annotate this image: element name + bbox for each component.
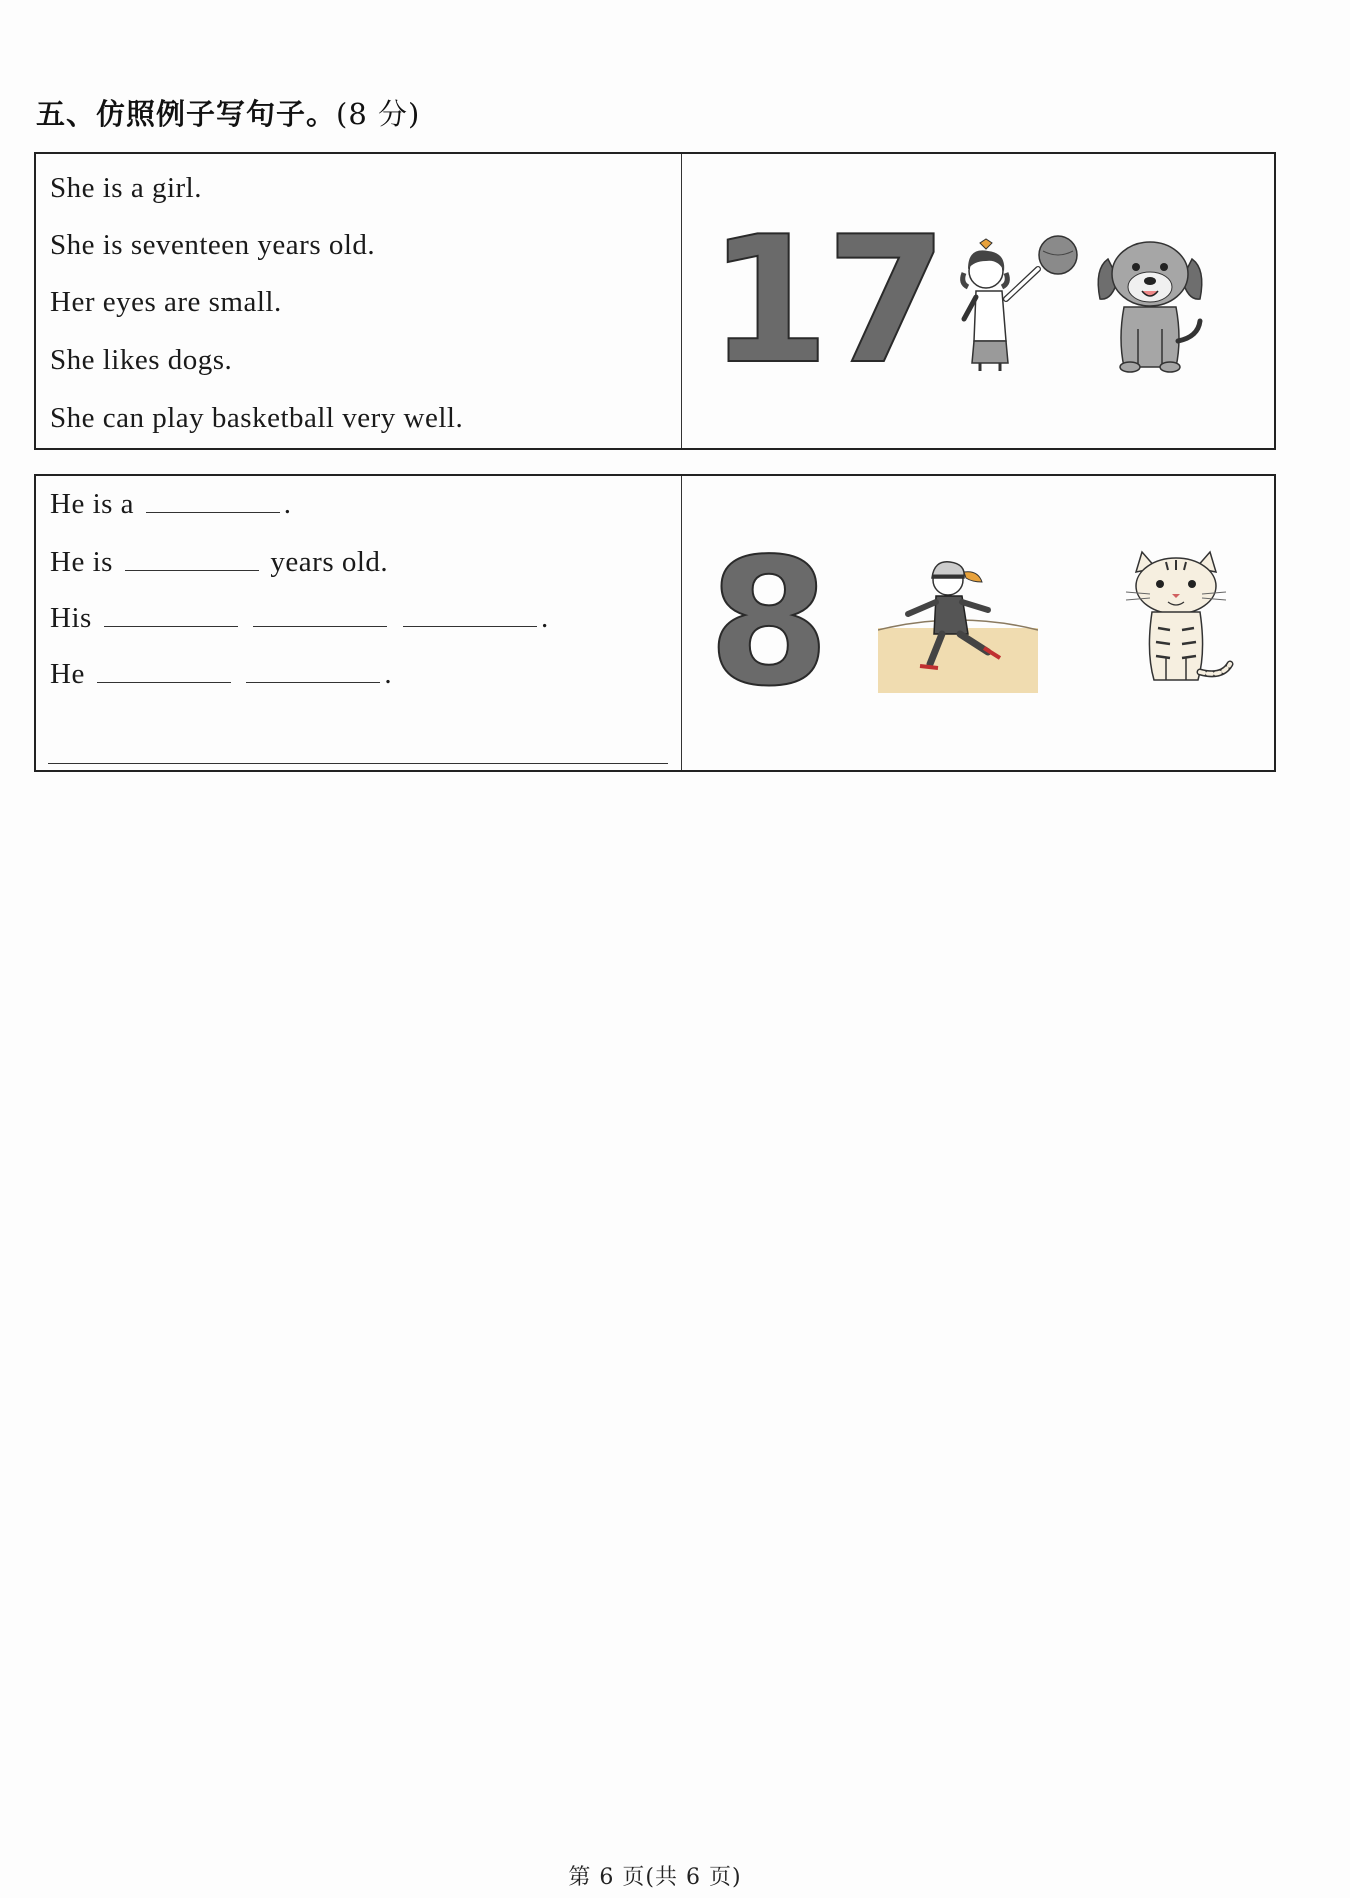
example-line-1: She is a girl.: [50, 172, 202, 204]
example-line-3: Her eyes are small.: [50, 286, 282, 318]
example-line-4: She likes dogs.: [50, 344, 233, 376]
exercise-line-1: He is a .: [50, 488, 292, 520]
example-box: [34, 152, 1276, 450]
dog-icon: [1090, 229, 1210, 374]
example-line-5: She can play basketball very well.: [50, 402, 464, 434]
section-title: 五、仿照例子写句子。: [36, 97, 337, 131]
exercise-line-2-suffix: years old.: [270, 546, 389, 578]
exercise-line-2-prefix: He is: [50, 546, 113, 578]
blank-full-sentence[interactable]: [48, 763, 668, 764]
exercise-line-4-prefix: He: [50, 658, 85, 690]
exercise-line-3: His .: [50, 602, 549, 634]
blank-his-3[interactable]: [403, 602, 537, 627]
cat-icon: [1116, 548, 1236, 693]
example-divider: [681, 154, 682, 448]
blank-age[interactable]: [125, 546, 259, 571]
blank-he-2[interactable]: [246, 658, 380, 683]
exercise-line-1-prefix: He is a: [50, 488, 135, 520]
exercise-divider: [681, 476, 682, 770]
girl-playing-basketball-icon: [946, 229, 1096, 374]
exercise-line-3-prefix: His: [50, 602, 92, 634]
blank-his-2[interactable]: [253, 602, 387, 627]
section-score: (8 分): [336, 97, 421, 131]
exercise-line-2: [50, 546, 388, 579]
example-line-2: She is seventeen years old.: [50, 229, 376, 261]
example-age-number: 17: [708, 200, 944, 403]
blank-gender[interactable]: [146, 488, 280, 513]
exercise-age-number: 8: [708, 522, 830, 725]
exercise-line-4: He .: [50, 658, 393, 690]
blank-his-1[interactable]: [104, 602, 238, 627]
page-number: 第 6 页(共 6 页): [568, 1865, 742, 1890]
section-heading: [36, 92, 420, 133]
exercise-box: [34, 474, 1276, 772]
boy-skating-icon: [878, 548, 1038, 693]
blank-he-1[interactable]: [97, 658, 231, 683]
